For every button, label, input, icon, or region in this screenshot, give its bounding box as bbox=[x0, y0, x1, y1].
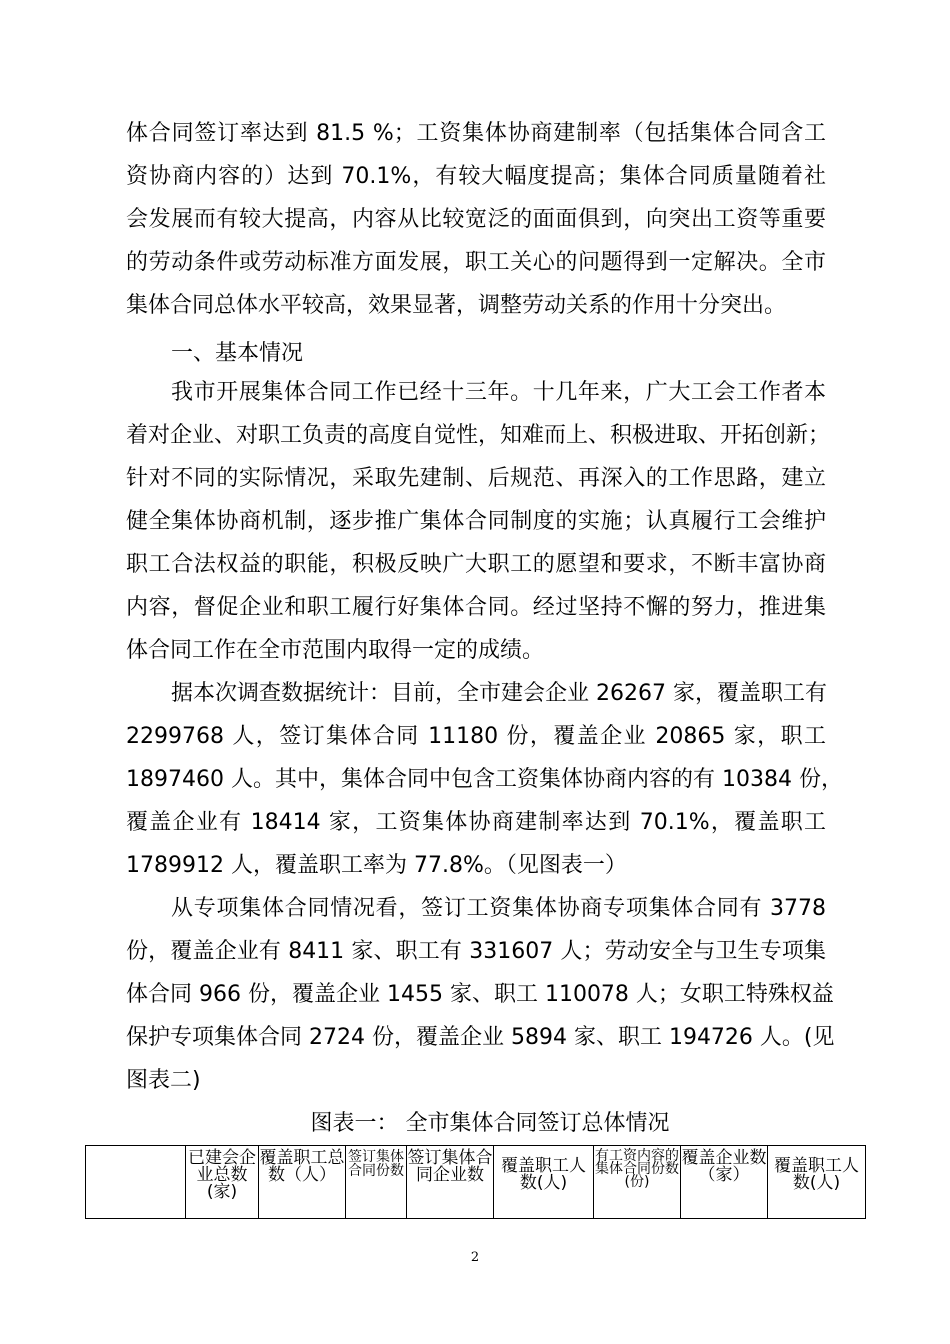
paragraph-line: 健全集体协商机制，逐步推广集体合同制度的实施；认真履行工会维护 bbox=[126, 509, 826, 534]
paragraph-line: 资协商内容的）达到 70.1%，有较大幅度提高；集体合同质量随着社 bbox=[126, 164, 826, 189]
table-header-cell: 覆盖职工总数（人） bbox=[259, 1146, 346, 1219]
paragraph-line: 1897460 人。其中，集体合同中包含工资集体协商内容的有 10384 份， bbox=[126, 767, 843, 792]
paragraph-line: 职工合法权益的职能，积极反映广大职工的愿望和要求，不断丰富协商 bbox=[126, 552, 826, 577]
paragraph-line: 针对不同的实际情况，采取先建制、后规范、再深入的工作思路，建立 bbox=[126, 466, 826, 491]
table-header-cell: 覆盖企业数（家） bbox=[681, 1146, 768, 1219]
paragraph-line: 图表二) bbox=[126, 1068, 201, 1093]
paragraph-line: 集体合同总体水平较高，效果显著，调整劳动关系的作用十分突出。 bbox=[126, 293, 787, 318]
table-header-cell: 覆盖职工人数(人) bbox=[768, 1146, 866, 1219]
table-header-cell: 已建会企业总数(家) bbox=[186, 1146, 259, 1219]
table-header-row bbox=[86, 1146, 866, 1219]
table-header-cell: 签订集体合同份数 bbox=[346, 1146, 407, 1219]
table-header-cell: 覆盖职工人数(人) bbox=[494, 1146, 594, 1219]
paragraph-line: 据本次调查数据统计：目前，全市建会企业 26267 家，覆盖职工有 bbox=[171, 681, 827, 706]
table-caption: 图表一： 全市集体合同签订总体情况 bbox=[310, 1111, 670, 1136]
paragraph-line: 从专项集体合同情况看，签订工资集体协商专项集体合同有 3778 bbox=[171, 896, 826, 921]
paragraph-line: 覆盖企业有 18414 家，工资集体协商建制率达到 70.1%，覆盖职工 bbox=[126, 810, 826, 835]
table-header-cell bbox=[86, 1146, 186, 1219]
paragraph-line: 内容，督促企业和职工履行好集体合同。经过坚持不懈的努力，推进集 bbox=[126, 595, 826, 620]
paragraph-line: 我市开展集体合同工作已经十三年。十几年来，广大工会工作者本 bbox=[171, 380, 826, 405]
table-header-cell: 签订集体合同企业数 bbox=[407, 1146, 494, 1219]
paragraph-line: 会发展而有较大提高，内容从比较宽泛的面面俱到，向突出工资等重要 bbox=[126, 207, 826, 232]
paragraph-line: 份，覆盖企业有 8411 家、职工有 331607 人；劳动安全与卫生专项集 bbox=[126, 939, 826, 964]
section-heading: 一、基本情况 bbox=[171, 341, 304, 366]
paragraph-line: 1789912 人，覆盖职工率为 77.8%。（见图表一） bbox=[126, 853, 627, 878]
summary-table bbox=[85, 1145, 866, 1219]
page-number: 2 bbox=[470, 1250, 480, 1265]
paragraph-line: 2299768 人，签订集体合同 11180 份，覆盖企业 20865 家，职工 bbox=[126, 724, 826, 749]
paragraph-line: 体合同工作在全市范围内取得一定的成绩。 bbox=[126, 638, 545, 663]
paragraph-line: 保护专项集体合同 2724 份，覆盖企业 5894 家、职工 194726 人。(见 bbox=[126, 1025, 835, 1050]
paragraph-line: 体合同 966 份，覆盖企业 1455 家、职工 110078 人；女职工特殊权益 bbox=[126, 982, 834, 1007]
paragraph-line: 的劳动条件或劳动标准方面发展，职工关心的问题得到一定解决。全市 bbox=[126, 250, 826, 275]
paragraph-line: 着对企业、对职工负责的高度自觉性，知难而上、积极进取、开拓创新； bbox=[126, 423, 831, 448]
paragraph-line: 体合同签订率达到 81.5 %；工资集体协商建制率（包括集体合同含工 bbox=[126, 121, 826, 146]
table-header-cell: 有工资内容的集体合同份数(份) bbox=[594, 1146, 681, 1219]
